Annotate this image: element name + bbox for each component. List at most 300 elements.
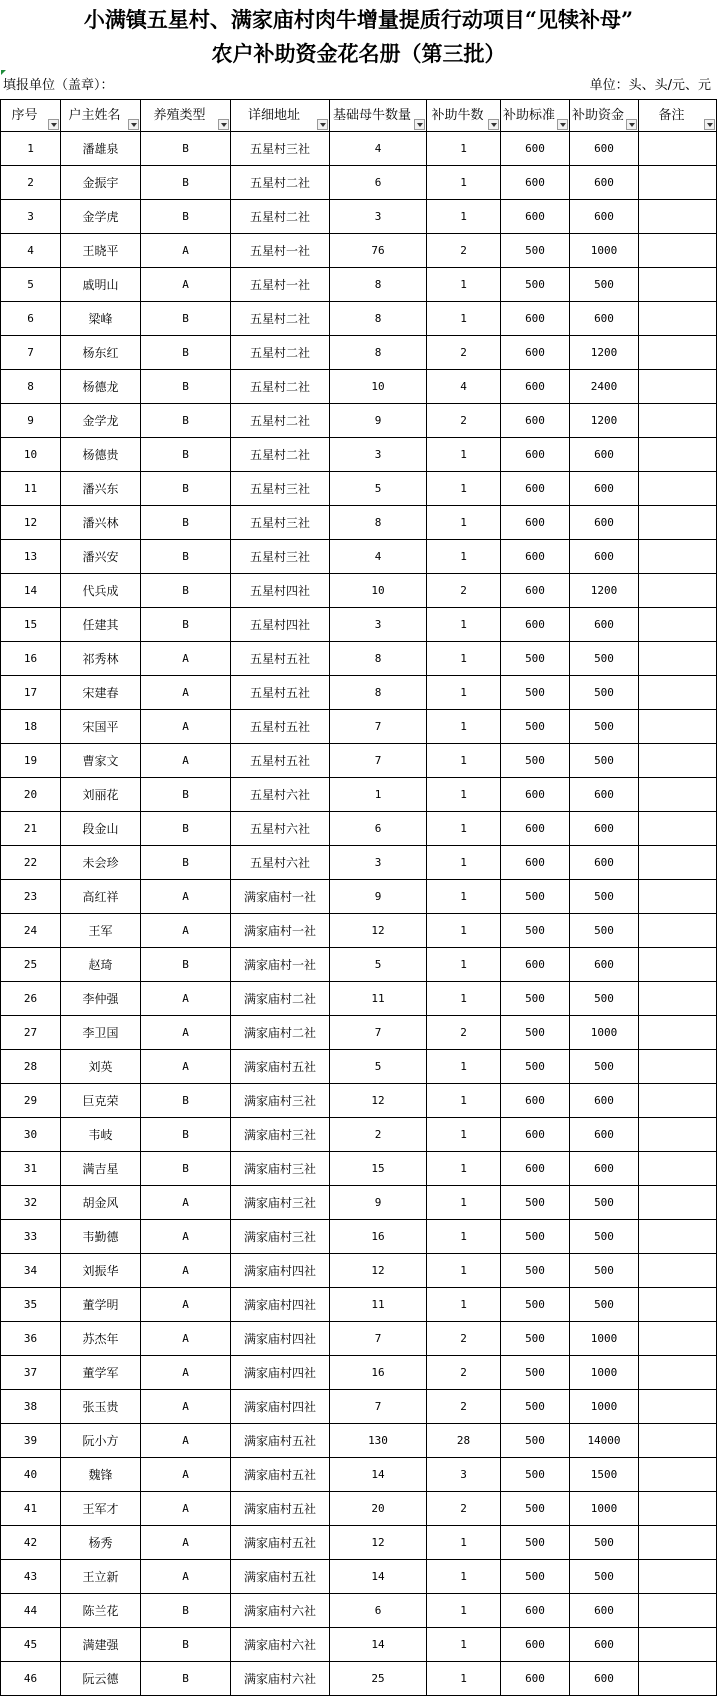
table-row xyxy=(1,1084,717,1118)
seq-cell: 9 xyxy=(1,404,61,438)
base-cows-cell: 25 xyxy=(330,1662,427,1696)
amount-cell: 600 xyxy=(570,1152,639,1186)
name-cell: 任建其 xyxy=(61,608,141,642)
name-cell: 祁秀林 xyxy=(61,642,141,676)
amount-cell: 500 xyxy=(570,982,639,1016)
type-cell: A xyxy=(141,1050,231,1084)
name-cell: 阮云德 xyxy=(61,1662,141,1696)
address-cell: 五星村二社 xyxy=(231,336,330,370)
amount-cell: 14000 xyxy=(570,1424,639,1458)
standard-cell: 500 xyxy=(501,1424,570,1458)
seq-cell: 29 xyxy=(1,1084,61,1118)
address-cell: 满家庙村六社 xyxy=(231,1628,330,1662)
seq-cell: 4 xyxy=(1,234,61,268)
base-cows-cell: 10 xyxy=(330,370,427,404)
header-label: 序号 xyxy=(11,107,38,123)
seq-cell: 5 xyxy=(1,268,61,302)
filter-dropdown-icon[interactable] xyxy=(414,119,425,130)
amount-cell: 500 xyxy=(570,914,639,948)
name-cell: 满建强 xyxy=(61,1628,141,1662)
standard-cell: 500 xyxy=(501,710,570,744)
amount-cell: 600 xyxy=(570,132,639,166)
name-cell: 金学虎 xyxy=(61,200,141,234)
type-cell: B xyxy=(141,1594,231,1628)
header-col-address xyxy=(231,100,330,132)
table-row xyxy=(1,778,717,812)
remarks-cell xyxy=(639,676,717,710)
name-cell: 巨克荣 xyxy=(61,1084,141,1118)
table-row xyxy=(1,914,717,948)
filter-dropdown-icon[interactable] xyxy=(704,119,715,130)
address-cell: 五星村二社 xyxy=(231,166,330,200)
header-label: 补助牛数 xyxy=(431,107,484,123)
remarks-cell xyxy=(639,574,717,608)
seq-cell: 27 xyxy=(1,1016,61,1050)
base-cows-cell: 5 xyxy=(330,472,427,506)
table-row xyxy=(1,1016,717,1050)
base-cows-cell: 9 xyxy=(330,404,427,438)
amount-cell: 1000 xyxy=(570,1016,639,1050)
name-cell: 韦岐 xyxy=(61,1118,141,1152)
table-row xyxy=(1,1594,717,1628)
type-cell: A xyxy=(141,1424,231,1458)
name-cell: 宋国平 xyxy=(61,710,141,744)
base-cows-cell: 14 xyxy=(330,1560,427,1594)
table-body xyxy=(1,132,717,1696)
table-row xyxy=(1,1628,717,1662)
seq-cell: 30 xyxy=(1,1118,61,1152)
header-label: 备注 xyxy=(658,107,685,123)
amount-cell: 600 xyxy=(570,1628,639,1662)
address-cell: 满家庙村二社 xyxy=(231,982,330,1016)
subsidized-cattle-cell: 4 xyxy=(427,370,501,404)
title-line-1: 小满镇五星村、满家庙村肉牛增量提质行动项目“见犊补母” xyxy=(83,7,634,32)
type-cell: A xyxy=(141,1186,231,1220)
seq-cell: 1 xyxy=(1,132,61,166)
base-cows-cell: 12 xyxy=(330,1084,427,1118)
amount-cell: 500 xyxy=(570,1254,639,1288)
name-cell: 李卫国 xyxy=(61,1016,141,1050)
amount-cell: 1000 xyxy=(570,234,639,268)
table-row xyxy=(1,812,717,846)
address-cell: 五星村五社 xyxy=(231,642,330,676)
seq-cell: 12 xyxy=(1,506,61,540)
base-cows-cell: 20 xyxy=(330,1492,427,1526)
seq-cell: 23 xyxy=(1,880,61,914)
subsidized-cattle-cell: 1 xyxy=(427,1526,501,1560)
name-cell: 王立新 xyxy=(61,1560,141,1594)
base-cows-cell: 10 xyxy=(330,574,427,608)
address-cell: 满家庙村三社 xyxy=(231,1152,330,1186)
base-cows-cell: 14 xyxy=(330,1458,427,1492)
seq-cell: 11 xyxy=(1,472,61,506)
base-cows-cell: 16 xyxy=(330,1220,427,1254)
base-cows-cell: 3 xyxy=(330,846,427,880)
name-cell: 王军 xyxy=(61,914,141,948)
address-cell: 五星村五社 xyxy=(231,676,330,710)
subsidized-cattle-cell: 1 xyxy=(427,200,501,234)
type-cell: A xyxy=(141,676,231,710)
type-cell: A xyxy=(141,642,231,676)
amount-cell: 500 xyxy=(570,268,639,302)
amount-cell: 1000 xyxy=(570,1492,639,1526)
subsidized-cattle-cell: 1 xyxy=(427,506,501,540)
amount-cell: 500 xyxy=(570,676,639,710)
seq-cell: 8 xyxy=(1,370,61,404)
amount-cell: 600 xyxy=(570,166,639,200)
standard-cell: 600 xyxy=(501,200,570,234)
address-cell: 五星村六社 xyxy=(231,812,330,846)
base-cows-cell: 16 xyxy=(330,1356,427,1390)
base-cows-cell: 8 xyxy=(330,336,427,370)
standard-cell: 500 xyxy=(501,1322,570,1356)
name-cell: 张玉贵 xyxy=(61,1390,141,1424)
subsidized-cattle-cell: 1 xyxy=(427,1220,501,1254)
amount-cell: 500 xyxy=(570,1050,639,1084)
type-cell: A xyxy=(141,1492,231,1526)
standard-cell: 600 xyxy=(501,506,570,540)
address-cell: 五星村三社 xyxy=(231,540,330,574)
standard-cell: 500 xyxy=(501,1186,570,1220)
standard-cell: 500 xyxy=(501,744,570,778)
base-cows-cell: 2 xyxy=(330,1118,427,1152)
amount-cell: 500 xyxy=(570,1186,639,1220)
name-cell: 潘兴安 xyxy=(61,540,141,574)
remarks-cell xyxy=(639,982,717,1016)
name-cell: 刘英 xyxy=(61,1050,141,1084)
subsidized-cattle-cell: 1 xyxy=(427,268,501,302)
type-cell: A xyxy=(141,1560,231,1594)
header-label: 养殖类型 xyxy=(153,107,206,123)
table-row xyxy=(1,1458,717,1492)
address-cell: 满家庙村三社 xyxy=(231,1220,330,1254)
amount-cell: 500 xyxy=(570,1288,639,1322)
seq-cell: 19 xyxy=(1,744,61,778)
name-cell: 戚明山 xyxy=(61,268,141,302)
subsidized-cattle-cell: 1 xyxy=(427,880,501,914)
base-cows-cell: 12 xyxy=(330,914,427,948)
amount-cell: 500 xyxy=(570,1560,639,1594)
remarks-cell xyxy=(639,1186,717,1220)
remarks-cell xyxy=(639,166,717,200)
address-cell: 五星村一社 xyxy=(231,268,330,302)
remarks-cell xyxy=(639,438,717,472)
type-cell: B xyxy=(141,438,231,472)
base-cows-cell: 5 xyxy=(330,1050,427,1084)
remarks-cell xyxy=(639,1526,717,1560)
amount-cell: 2400 xyxy=(570,370,639,404)
base-cows-cell: 3 xyxy=(330,438,427,472)
address-cell: 满家庙村三社 xyxy=(231,1186,330,1220)
base-cows-cell: 4 xyxy=(330,540,427,574)
header-row xyxy=(1,100,717,132)
filter-dropdown-icon[interactable] xyxy=(317,119,328,130)
name-cell: 韦勤德 xyxy=(61,1220,141,1254)
base-cows-cell: 12 xyxy=(330,1254,427,1288)
type-cell: B xyxy=(141,302,231,336)
filter-dropdown-icon[interactable] xyxy=(218,119,229,130)
filter-dropdown-icon[interactable] xyxy=(557,119,568,130)
address-cell: 满家庙村四社 xyxy=(231,1356,330,1390)
name-cell: 潘雄泉 xyxy=(61,132,141,166)
subsidized-cattle-cell: 2 xyxy=(427,1390,501,1424)
remarks-cell xyxy=(639,506,717,540)
base-cows-cell: 76 xyxy=(330,234,427,268)
address-cell: 五星村二社 xyxy=(231,370,330,404)
type-cell: B xyxy=(141,1628,231,1662)
subsidized-cattle-cell: 1 xyxy=(427,982,501,1016)
type-cell: A xyxy=(141,982,231,1016)
name-cell: 魏锋 xyxy=(61,1458,141,1492)
base-cows-cell: 8 xyxy=(330,268,427,302)
remarks-cell xyxy=(639,1220,717,1254)
table-row xyxy=(1,1560,717,1594)
seq-cell: 14 xyxy=(1,574,61,608)
address-cell: 满家庙村三社 xyxy=(231,1084,330,1118)
type-cell: A xyxy=(141,234,231,268)
base-cows-cell: 15 xyxy=(330,1152,427,1186)
seq-cell: 36 xyxy=(1,1322,61,1356)
remarks-cell xyxy=(639,1458,717,1492)
name-cell: 段金山 xyxy=(61,812,141,846)
filter-dropdown-icon[interactable] xyxy=(488,119,499,130)
remarks-cell xyxy=(639,880,717,914)
amount-cell: 500 xyxy=(570,1220,639,1254)
address-cell: 满家庙村六社 xyxy=(231,1594,330,1628)
subsidized-cattle-cell: 1 xyxy=(427,676,501,710)
seq-cell: 26 xyxy=(1,982,61,1016)
header-label: 补助标准 xyxy=(502,107,555,123)
remarks-cell xyxy=(639,1254,717,1288)
standard-cell: 500 xyxy=(501,1288,570,1322)
header-label: 补助资金 xyxy=(571,107,624,123)
address-cell: 五星村六社 xyxy=(231,846,330,880)
amount-cell: 600 xyxy=(570,472,639,506)
units-label: 单位：头、头/元、元 xyxy=(589,78,711,93)
base-cows-cell: 12 xyxy=(330,1526,427,1560)
seq-cell: 31 xyxy=(1,1152,61,1186)
seq-cell: 37 xyxy=(1,1356,61,1390)
subsidized-cattle-cell: 1 xyxy=(427,744,501,778)
table-row xyxy=(1,1526,717,1560)
standard-cell: 500 xyxy=(501,1356,570,1390)
subsidized-cattle-cell: 1 xyxy=(427,302,501,336)
seq-cell: 7 xyxy=(1,336,61,370)
base-cows-cell: 9 xyxy=(330,1186,427,1220)
type-cell: A xyxy=(141,1322,231,1356)
address-cell: 五星村六社 xyxy=(231,778,330,812)
table-row xyxy=(1,608,717,642)
subsidized-cattle-cell: 2 xyxy=(427,1492,501,1526)
seq-cell: 21 xyxy=(1,812,61,846)
remarks-cell xyxy=(639,642,717,676)
address-cell: 满家庙村四社 xyxy=(231,1390,330,1424)
name-cell: 赵琦 xyxy=(61,948,141,982)
standard-cell: 500 xyxy=(501,880,570,914)
header-col-subsidy-amount xyxy=(570,100,639,132)
remarks-cell xyxy=(639,710,717,744)
name-cell: 董学军 xyxy=(61,1356,141,1390)
amount-cell: 1200 xyxy=(570,336,639,370)
amount-cell: 500 xyxy=(570,710,639,744)
name-cell: 金振宇 xyxy=(61,166,141,200)
amount-cell: 500 xyxy=(570,1526,639,1560)
base-cows-cell: 130 xyxy=(330,1424,427,1458)
table-row xyxy=(1,540,717,574)
standard-cell: 500 xyxy=(501,1492,570,1526)
standard-cell: 500 xyxy=(501,268,570,302)
address-cell: 满家庙村五社 xyxy=(231,1492,330,1526)
seq-cell: 34 xyxy=(1,1254,61,1288)
name-cell: 董学明 xyxy=(61,1288,141,1322)
standard-cell: 600 xyxy=(501,370,570,404)
standard-cell: 600 xyxy=(501,132,570,166)
filter-dropdown-icon[interactable] xyxy=(626,119,637,130)
subsidized-cattle-cell: 1 xyxy=(427,1152,501,1186)
address-cell: 五星村三社 xyxy=(231,472,330,506)
standard-cell: 600 xyxy=(501,166,570,200)
seq-cell: 45 xyxy=(1,1628,61,1662)
table-row xyxy=(1,1424,717,1458)
address-cell: 满家庙村一社 xyxy=(231,914,330,948)
table-row xyxy=(1,1050,717,1084)
address-cell: 满家庙村五社 xyxy=(231,1458,330,1492)
standard-cell: 600 xyxy=(501,438,570,472)
document-title xyxy=(0,0,717,72)
seq-cell: 35 xyxy=(1,1288,61,1322)
amount-cell: 600 xyxy=(570,302,639,336)
name-cell: 金学龙 xyxy=(61,404,141,438)
standard-cell: 500 xyxy=(501,1254,570,1288)
header-col-seq xyxy=(1,100,61,132)
name-cell: 刘丽花 xyxy=(61,778,141,812)
type-cell: B xyxy=(141,812,231,846)
seq-cell: 28 xyxy=(1,1050,61,1084)
standard-cell: 600 xyxy=(501,778,570,812)
subsidized-cattle-cell: 1 xyxy=(427,1662,501,1696)
name-cell: 杨德贵 xyxy=(61,438,141,472)
table-row xyxy=(1,574,717,608)
standard-cell: 500 xyxy=(501,1526,570,1560)
seq-cell: 3 xyxy=(1,200,61,234)
subsidized-cattle-cell: 2 xyxy=(427,404,501,438)
header-col-subsidized-cattle xyxy=(427,100,501,132)
header-col-remarks xyxy=(639,100,717,132)
type-cell: B xyxy=(141,336,231,370)
seq-cell: 13 xyxy=(1,540,61,574)
standard-cell: 600 xyxy=(501,1662,570,1696)
filter-dropdown-icon[interactable] xyxy=(128,119,139,130)
subsidized-cattle-cell: 1 xyxy=(427,1084,501,1118)
seq-cell: 15 xyxy=(1,608,61,642)
table-row xyxy=(1,710,717,744)
standard-cell: 500 xyxy=(501,1458,570,1492)
name-cell: 宋建春 xyxy=(61,676,141,710)
type-cell: A xyxy=(141,1526,231,1560)
header-col-subsidy-standard xyxy=(501,100,570,132)
seq-cell: 38 xyxy=(1,1390,61,1424)
table-row xyxy=(1,1356,717,1390)
subheader-row xyxy=(0,74,717,98)
subsidized-cattle-cell: 1 xyxy=(427,472,501,506)
subsidized-cattle-cell: 1 xyxy=(427,1186,501,1220)
address-cell: 满家庙村一社 xyxy=(231,948,330,982)
subsidized-cattle-cell: 1 xyxy=(427,438,501,472)
address-cell: 满家庙村五社 xyxy=(231,1424,330,1458)
remarks-cell xyxy=(639,302,717,336)
subsidized-cattle-cell: 2 xyxy=(427,1322,501,1356)
seq-cell: 2 xyxy=(1,166,61,200)
standard-cell: 600 xyxy=(501,336,570,370)
remarks-cell xyxy=(639,1662,717,1696)
remarks-cell xyxy=(639,132,717,166)
seq-cell: 25 xyxy=(1,948,61,982)
standard-cell: 500 xyxy=(501,642,570,676)
name-cell: 代兵成 xyxy=(61,574,141,608)
seq-cell: 6 xyxy=(1,302,61,336)
name-cell: 陈兰花 xyxy=(61,1594,141,1628)
title-line-2: 农户补助资金花名册（第三批） xyxy=(211,41,506,66)
name-cell: 胡金风 xyxy=(61,1186,141,1220)
name-cell: 曹家文 xyxy=(61,744,141,778)
table-row xyxy=(1,1662,717,1696)
filter-dropdown-icon[interactable] xyxy=(48,119,59,130)
amount-cell: 500 xyxy=(570,880,639,914)
remarks-cell xyxy=(639,914,717,948)
subsidized-cattle-cell: 2 xyxy=(427,1016,501,1050)
name-cell: 苏杰年 xyxy=(61,1322,141,1356)
type-cell: B xyxy=(141,1118,231,1152)
table-row xyxy=(1,676,717,710)
subsidized-cattle-cell: 1 xyxy=(427,710,501,744)
subsidized-cattle-cell: 1 xyxy=(427,1560,501,1594)
remarks-cell xyxy=(639,1118,717,1152)
seq-cell: 46 xyxy=(1,1662,61,1696)
type-cell: B xyxy=(141,166,231,200)
name-cell: 满吉星 xyxy=(61,1152,141,1186)
type-cell: B xyxy=(141,370,231,404)
table-row xyxy=(1,948,717,982)
table-row xyxy=(1,1152,717,1186)
address-cell: 五星村五社 xyxy=(231,744,330,778)
standard-cell: 600 xyxy=(501,1152,570,1186)
table-row xyxy=(1,982,717,1016)
base-cows-cell: 6 xyxy=(330,166,427,200)
remarks-cell xyxy=(639,1322,717,1356)
subsidized-cattle-cell: 1 xyxy=(427,608,501,642)
name-cell: 李仲强 xyxy=(61,982,141,1016)
subsidized-cattle-cell: 1 xyxy=(427,1254,501,1288)
base-cows-cell: 6 xyxy=(330,1594,427,1628)
type-cell: B xyxy=(141,608,231,642)
name-cell: 潘兴东 xyxy=(61,472,141,506)
type-cell: B xyxy=(141,1152,231,1186)
remarks-cell xyxy=(639,1594,717,1628)
remarks-cell xyxy=(639,1050,717,1084)
base-cows-cell: 1 xyxy=(330,778,427,812)
base-cows-cell: 3 xyxy=(330,200,427,234)
name-cell: 王军才 xyxy=(61,1492,141,1526)
address-cell: 五星村二社 xyxy=(231,438,330,472)
remarks-cell xyxy=(639,404,717,438)
table-row xyxy=(1,404,717,438)
type-cell: A xyxy=(141,744,231,778)
table-row xyxy=(1,506,717,540)
seq-cell: 24 xyxy=(1,914,61,948)
address-cell: 五星村二社 xyxy=(231,302,330,336)
type-cell: A xyxy=(141,914,231,948)
base-cows-cell: 7 xyxy=(330,744,427,778)
